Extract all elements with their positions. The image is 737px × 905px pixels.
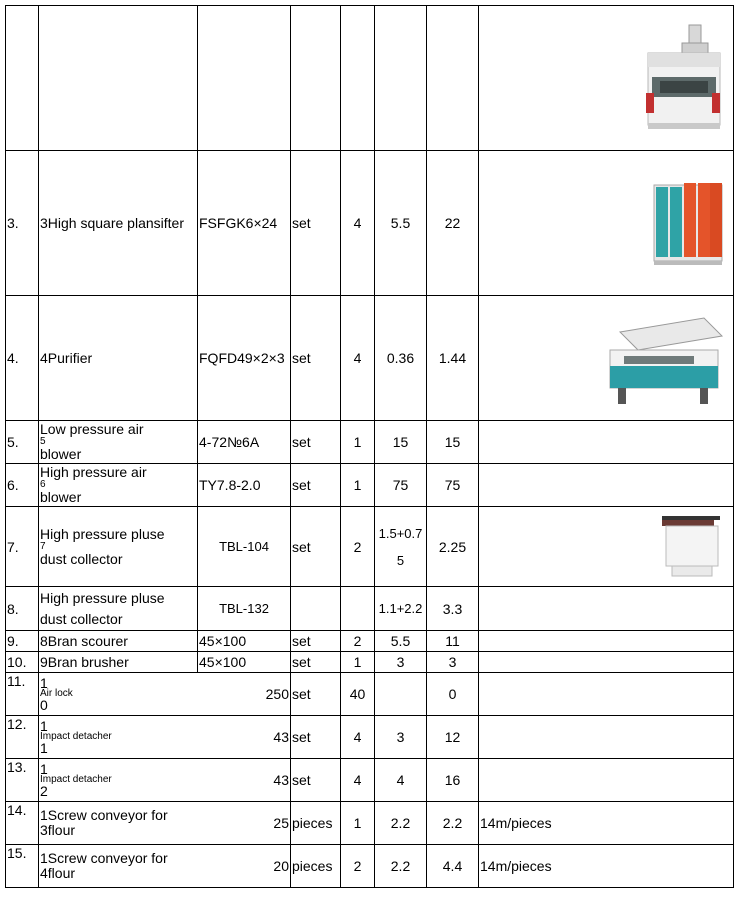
table-row: 6. High pressure air 6 blower TY7.8-2.0 set 1 75 75 <box>6 464 734 507</box>
table-row: 4. 4Purifier FQFD49×2×3 set 4 0.36 1.44 <box>6 296 734 421</box>
roller-mill-image <box>642 23 724 133</box>
dust-collector-image <box>658 514 724 580</box>
table-row <box>6 6 734 151</box>
table-row: 5. Low pressure air 5 blower 4-72№6A set 1 15 15 <box>6 421 734 464</box>
table-row: 8. High pressure pluse dust collector TBL-132 1.1+2.2 3.3 <box>6 587 734 631</box>
table-row: 14. 1Screw conveyor for 3flour 25 pieces 1 2.2 2.2 14m/pieces <box>6 802 734 845</box>
table-row: 10. 9Bran brusher 45×100 set 1 3 3 <box>6 652 734 673</box>
plansifter-image <box>652 179 724 267</box>
equipment-table <box>5 5 734 888</box>
table-row: 15. 1Screw conveyor for 4flour 20 pieces 2 2.2 4.4 14m/pieces <box>6 845 734 888</box>
table-row: 9. 8Bran scourer 45×100 set 2 5.5 11 <box>6 631 734 652</box>
table-row: 7. High pressure pluse 7 dust collector TBL-104 set 2 1.5+0.7 5 2.25 <box>6 507 734 587</box>
table-row: 12. 1 Impact detacher 1 43 set 4 3 12 <box>6 716 734 759</box>
purifier-image <box>604 306 724 410</box>
table-row: 13. 1 Impact detacher 2 43 set 4 4 16 <box>6 759 734 802</box>
table-row: 11. 1 Air lock 0 250 set 40 0 <box>6 673 734 716</box>
table-row: 3. 3High square plansifter FSFGK6×24 set 4 5.5 22 <box>6 151 734 296</box>
